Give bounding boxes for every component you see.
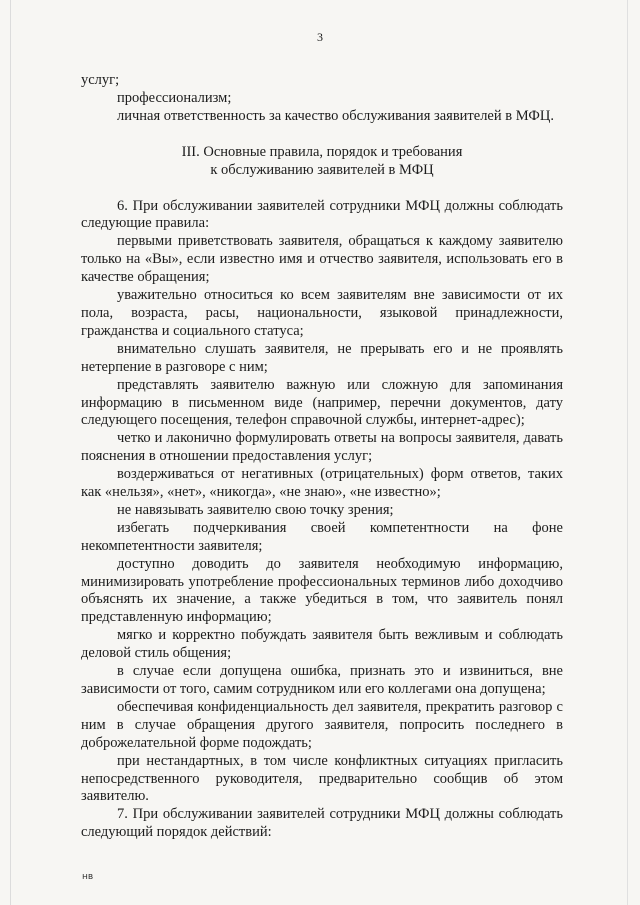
rule-item: в случае если допущена ошибка, признать это и извиниться, вне зависимости от того, самим сотрудником или его коллегами она допущена; (81, 663, 563, 697)
rule-item: первыми приветствовать заявителя, обращаться к каждому заявителю только на «Вы», если известно имя и отчество заявителя, использовать его в качестве обращения; (81, 233, 563, 286)
section-heading-line1: III. Основные правила, порядок и требования (181, 143, 463, 160)
rule-item: воздерживаться от негативных (отрицательных) форм ответов, таких как «нельзя», «нет», «никогда», «не знаю», «не известно»; (81, 466, 563, 501)
scan-edge-right (627, 0, 628, 905)
document-body (81, 72, 563, 842)
paragraph-professionalism: профессионализм; (117, 89, 232, 106)
rule-item: мягко и корректно побуждать заявителя быть вежливым и соблюдать деловой стиль общения; (81, 627, 563, 662)
page-number: 3 (317, 30, 323, 44)
rule-item: внимательно слушать заявителя, не прерывать его и не проявлять нетерпение в разговоре с ним; (81, 340, 563, 375)
scan-edge-left (10, 0, 11, 905)
order-intro: 7. При обслуживании заявителей сотрудники МФЦ должны соблюдать следующий порядок действий: (81, 806, 563, 841)
rule-item: представлять заявителю важную или сложную для запоминания информацию в письменном виде (например, перечни документов, дату следующего посещения, телефон справочной службы, интернет-адрес); (81, 376, 563, 429)
rule-item: обеспечивая конфиденциальность дел заявителя, прекратить разговор с ним в случае обращения другого заявителя, попросить последнего в доброжелательной форме подождать; (81, 698, 563, 751)
rule-item: четко и лаконично формулировать ответы на вопросы заявителя, давать пояснения в отношении предоставления услуг; (81, 430, 563, 465)
rule-item: доступно доводить до заявителя необходимую информацию, минимизировать употребление профессиональных терминов либо доходчиво объяснять их значение, а также убедиться в том, что заявитель понял представленную информацию; (81, 555, 563, 626)
section-heading (81, 144, 563, 180)
rule-item: избегать подчеркивания своей компетентности на фоне некомпетентности заявителя; (81, 519, 563, 554)
rule-item: уважительно относиться ко всем заявителям вне зависимости от их пола, возраста, расы, национальности, языковой принадлежности, гражданства и социального статуса; (81, 287, 563, 339)
section-heading-line2: к обслуживанию заявителей в МФЦ (210, 161, 434, 178)
rule-item: при нестандартных, в том числе конфликтных ситуациях пригласить непосредственного руководителя, предварительно сообщив об этом заявителю. (81, 752, 563, 805)
rule-item: не навязывать заявителю свою точку зрения; (117, 501, 394, 518)
paragraph-continuation: услуг; (81, 72, 120, 88)
paragraph-responsibility: личная ответственность за качество обслуживания заявителей в МФЦ. (117, 107, 554, 124)
rules-intro: 6. При обслуживании заявителей сотрудники МФЦ должны соблюдать следующие правила: (81, 197, 563, 232)
footer-mark: нв (82, 872, 94, 882)
